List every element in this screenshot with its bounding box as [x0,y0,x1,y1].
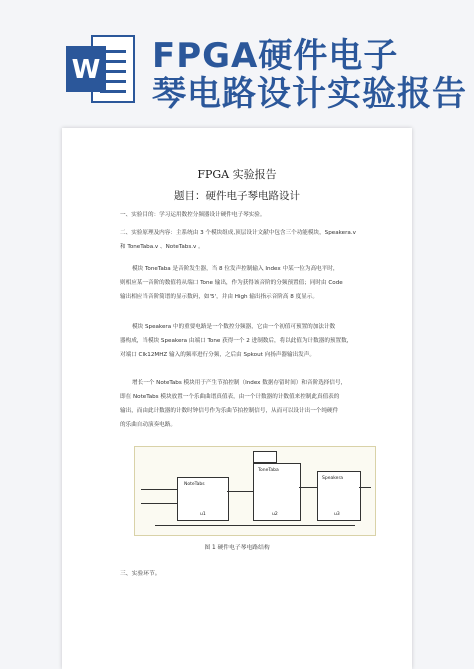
tonetaba-block [253,463,301,521]
circuit-diagram [134,446,376,536]
paragraph-principle-2: 和 ToneTaba.v 、NoteTabs.v 。 [120,244,204,250]
clk-input-wire [141,503,177,504]
document-subtitle: 题目：硬件电子琴电路设计 [174,190,300,202]
document-heading: FPGA 实验报告 [197,168,277,181]
code-output-block [253,451,277,463]
speakera-block [317,471,361,521]
paragraph-notetabs-2: 即在 NoteTabs 模块放置一个乐曲曲谱真值表，由一个计数器的计数值来控制此真值表的 [120,394,340,400]
paragraph-tonetaba-2: 则相应某一音阶的数值将从端口 Tone 输出，作为获得该音阶的分频预置值；同时由 Code [120,280,343,286]
banner-title-line1: FPGA硬件电子 [152,36,399,76]
paragraph-tonetaba-3: 输出相应当音阶简谱的显示数码，如'5'，并由 High 输出指示音阶高 8 度显示。 [120,294,318,300]
notetabs-label: NoteTabs [184,482,205,487]
paragraph-purpose: 一、实验目的：学习运用数控分频器设计硬件电子琴实验。 [120,212,266,218]
figure-caption: 图 1 硬件电子琴电路结构 [204,545,270,551]
paragraph-speakera-3: 对端口 Clk12MHZ 输入的频率进行分频，之后由 Spkout 向扬声器输出发声。 [120,352,315,358]
tone-wire [299,487,317,488]
document-page [62,128,412,669]
paragraph-tonetaba-1: 模块 ToneTaba 是音阶发生器，当 8 位发声控制输入 Index 中某一位为高电平时， [132,266,339,272]
notetabs-block [177,477,229,521]
notetabs-instance: u1 [200,512,206,517]
banner-title-line2: 琴电路设计实验报告 [152,74,467,114]
section-three-heading: 三、实验环节。 [120,571,161,577]
word-icon-letter: W [71,55,101,85]
paragraph-notetabs-4: 的乐曲自动演奏电路。 [120,422,176,428]
clock-bus-wire [155,525,355,526]
word-document-icon [62,30,140,108]
clk-input-wire [141,489,177,490]
tonetaba-instance: u2 [272,512,278,517]
speakera-label: Speakera [322,476,344,481]
spkout-wire [359,487,371,488]
paragraph-principle-1: 二、实验原理及内容：主系统由 3 个模块组成,顶层设计文献中包含三个功能模块，Speakera.v [120,230,356,236]
speakera-instance: u3 [334,512,340,517]
banner [0,0,474,118]
paragraph-speakera-1: 模块 Speakera 中的重要电路是一个数控分频器，它由一个初值可预置的加法计数 [132,324,336,330]
paragraph-notetabs-1: 增长一个 NoteTabs 模块用于产生节拍控制（Index 数据存留时间）和音阶选择信号， [132,380,347,386]
index-wire [227,491,253,492]
paragraph-speakera-2: 器构成，当模块 Speakera 由端口 Tone 获得一个 2 进制数后，将以此值为计数器的预置数， [120,338,353,344]
paragraph-notetabs-3: 输出，而由此计数器的计数时钟信号作为乐曲节拍控制信号，从而可以设计出一个纯硬件 [120,408,339,414]
tonetaba-label: ToneTaba [258,468,279,473]
